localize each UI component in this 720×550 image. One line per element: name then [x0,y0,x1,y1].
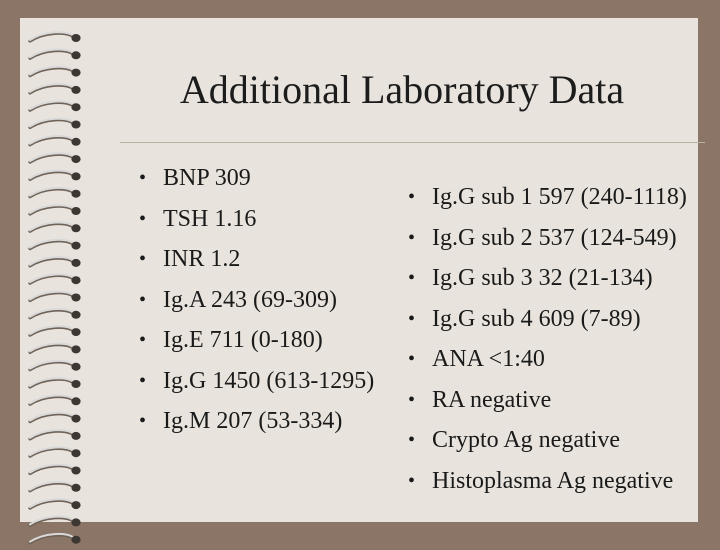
bullet-icon: • [408,226,416,249]
binding-ring [30,257,81,267]
list-item [408,184,687,226]
binding-ring [30,274,81,284]
list-item-text: BNP 309 [163,165,251,191]
list-item [139,408,374,450]
bullet-icon: • [139,207,147,230]
list-item-text: Ig.G 1450 (613-1295) [163,367,375,394]
binding-ring [30,119,81,129]
left-lab-list [139,165,375,450]
bullet-icon: • [408,348,416,370]
binding-ring [30,344,81,354]
binding-ring [30,32,81,42]
binding-ring [30,413,81,423]
binding-ring [30,430,81,440]
binding-ring [30,84,81,94]
bullet-icon: • [139,248,147,270]
binding-ring [30,499,81,509]
list-item [408,305,687,348]
list-item-text: Ig.E 711 (0-180) [163,327,323,353]
bullet-icon: • [139,288,147,311]
binding-ring [30,205,81,215]
bullet-icon: • [139,410,147,432]
list-item [408,265,687,307]
bullet-icon: • [139,329,147,351]
binding-ring [30,465,81,475]
list-item-text: ANA <1:40 [432,346,545,372]
list-item-text: Ig.A 243 (69-309) [163,286,337,313]
binding-ring [30,517,81,527]
spiral-binding-icon [26,30,106,550]
list-item [139,327,374,369]
binding-ring [30,240,81,250]
list-item [408,427,687,469]
list-item-text: Ig.G sub 2 537 (124-549) [432,224,677,251]
bullet-icon: • [408,186,416,208]
bullet-icon: • [408,307,416,330]
bullet-icon: • [408,429,416,451]
right-lab-list [408,184,687,509]
list-item-text: Crypto Ag negative [432,427,620,453]
list-item-text: RA negative [432,386,552,413]
binding-ring [30,482,81,492]
binding-ring [30,534,81,544]
bullet-icon: • [408,469,416,492]
list-item-text: TSH 1.16 [163,205,257,232]
list-item-text: INR 1.2 [163,246,241,272]
list-item-text: Ig.G sub 1 597 (240-1118) [432,184,687,210]
binding-ring [30,292,81,302]
list-item [408,467,687,510]
binding-ring [30,67,81,77]
slide [20,18,698,522]
list-item [139,246,374,288]
binding-ring [30,378,81,388]
title-divider [120,142,705,143]
binding-ring [30,171,81,181]
slide-title: Additional Laboratory Data [179,67,625,112]
list-item [408,224,687,267]
list-item [139,367,375,410]
list-item [139,286,374,329]
list-item-text: Histoplasma Ag negative [432,467,674,494]
binding-ring [30,326,81,336]
bullet-icon: • [139,369,147,392]
list-item-text: Ig.G sub 3 32 (21-134) [432,265,653,291]
list-item [408,386,687,429]
bullet-icon: • [408,267,416,289]
list-item [139,205,374,248]
binding-ring [30,447,81,457]
binding-ring [30,309,81,319]
list-item-text: Ig.G sub 4 609 (7-89) [432,305,641,332]
list-item-text: Ig.M 207 (53-334) [163,408,343,434]
binding-ring [30,188,81,198]
binding-ring [30,361,81,371]
binding-ring [30,223,81,233]
binding-ring [30,101,81,111]
binding-ring [30,153,81,163]
binding-ring [30,136,81,146]
list-item [408,346,687,388]
list-item [139,165,374,207]
binding-ring [30,396,81,406]
binding-ring [30,50,81,60]
bullet-icon: • [408,388,416,411]
bullet-icon: • [139,167,147,189]
